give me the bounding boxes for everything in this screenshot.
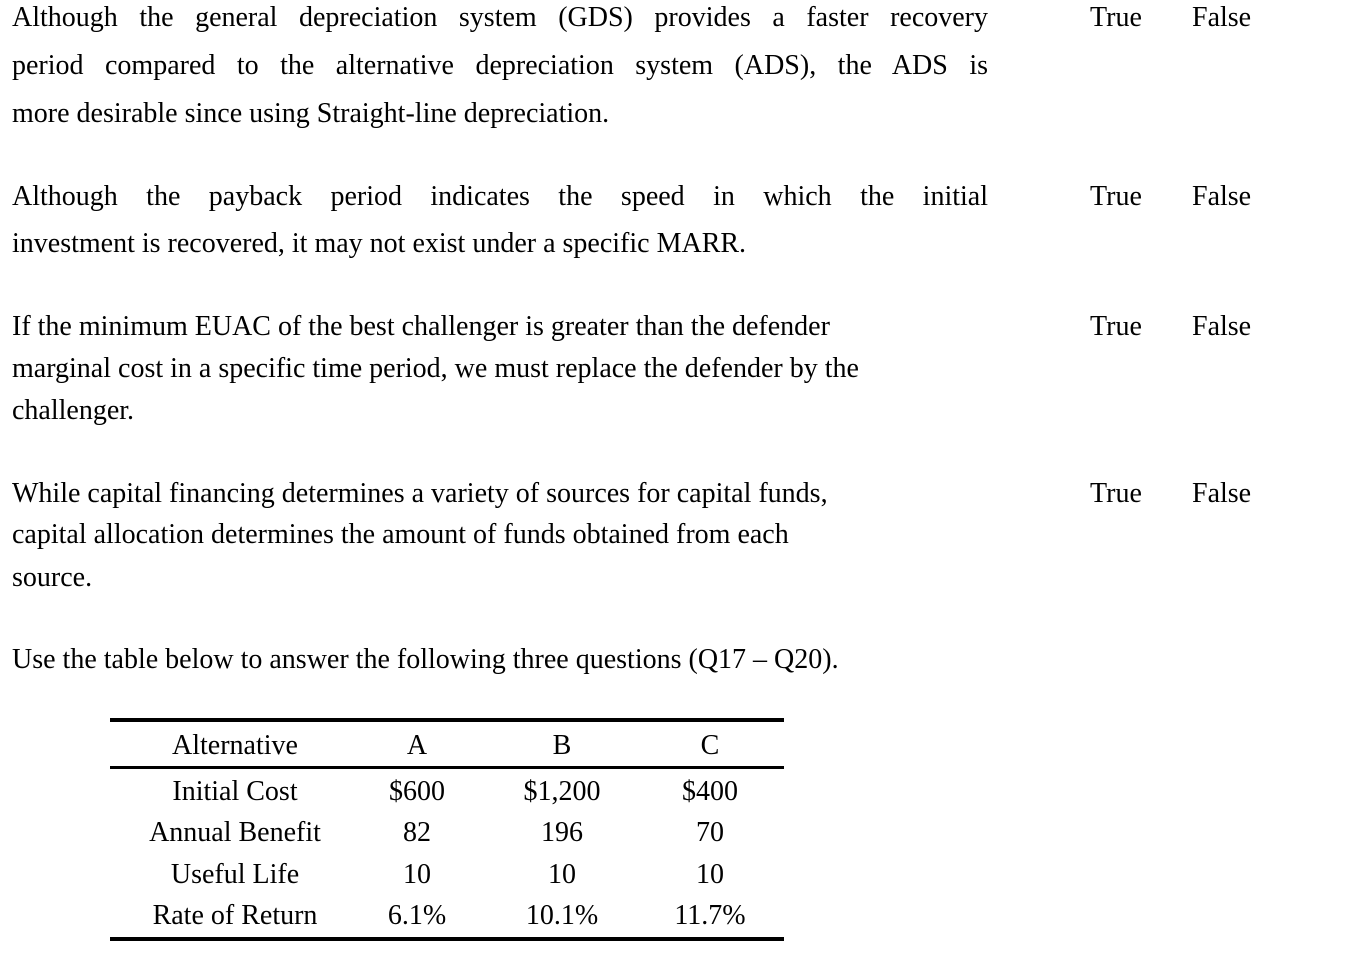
table-bottom-rule (110, 937, 784, 941)
question-text-line: While capital financing determines a variety of sources for capital funds, (12, 478, 828, 509)
table-instruction: Use the table below to answer the following three questions (Q17 – Q20). (12, 644, 839, 675)
table-cell: $400 (682, 776, 738, 807)
table-header-a: A (406, 730, 428, 761)
question-text-line: If the minimum EUAC of the best challenger is greater than the defender (12, 311, 830, 342)
true-option-q2[interactable]: True (1090, 181, 1142, 212)
table-row-label: Useful Life (170, 859, 300, 890)
false-option-q3[interactable]: False (1192, 311, 1252, 342)
table-top-rule (110, 718, 784, 722)
table-cell: $600 (389, 776, 445, 807)
table-row-label: Rate of Return (152, 900, 318, 931)
table-cell: 10.1% (525, 900, 599, 931)
table-row-label: Initial Cost (172, 776, 298, 807)
table-header-rule (110, 766, 784, 769)
true-option-q1[interactable]: True (1090, 2, 1142, 33)
question-text-line: Although the payback period indicates the speed in which the initial (12, 181, 988, 212)
table-cell: 82 (403, 817, 431, 848)
question-capital-financing (12, 480, 988, 606)
question-text-line: investment is recovered, it may not exist under a specific MARR. (12, 228, 747, 259)
table-header-alternative: Alternative (172, 730, 298, 761)
false-option-q1[interactable]: False (1192, 2, 1252, 33)
true-option-q4[interactable]: True (1090, 478, 1142, 509)
false-option-q2[interactable]: False (1192, 181, 1252, 212)
question-euac-replacement (12, 313, 988, 439)
table-cell: 10 (696, 859, 724, 890)
question-text-line: marginal cost in a specific time period, we must replace the defender by the (12, 353, 859, 384)
table-cell: 11.7% (674, 900, 746, 931)
question-text-line: Although the general depreciation system (GDS) provides a faster recovery (12, 2, 988, 33)
table-header-c: C (700, 730, 720, 761)
question-text-line: period compared to the alternative depreciation system (ADS), the ADS is (12, 50, 988, 81)
table-row-label: Annual Benefit (149, 817, 321, 848)
alternatives-table (110, 718, 784, 942)
question-text-line: more desirable since using Straight-line depreciation. (12, 98, 610, 129)
table-cell: 70 (696, 817, 724, 848)
table-cell: 10 (403, 859, 431, 890)
question-text-line: source. (12, 562, 93, 593)
question-text-line: capital allocation determines the amount of funds obtained from each (12, 519, 789, 550)
false-option-q4[interactable]: False (1192, 478, 1252, 509)
table-header-b: B (552, 730, 572, 761)
true-option-q3[interactable]: True (1090, 311, 1142, 342)
table-cell: 6.1% (387, 900, 447, 931)
question-gds-ads (12, 4, 988, 148)
table-cell: 10 (548, 859, 576, 890)
question-payback-period (12, 183, 988, 277)
table-cell: 196 (541, 817, 583, 848)
question-text-line: challenger. (12, 395, 135, 426)
table-cell: $1,200 (523, 776, 601, 807)
